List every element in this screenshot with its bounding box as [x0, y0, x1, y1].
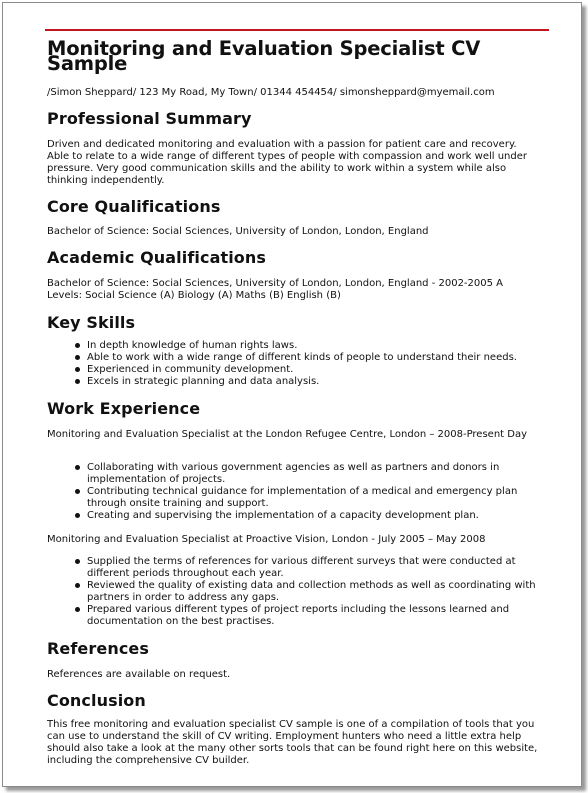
title-rule	[45, 29, 549, 31]
list-item: Reviewed the quality of existing data and collection methods as well as coordinating with partners in order to address any gaps.	[47, 580, 547, 604]
job-2-duties	[47, 556, 547, 628]
list-item: Prepared various different types of project reports including the lessons learned and documentation on the best practises.	[47, 604, 547, 628]
heading-academic-qualifications: Academic Qualifications	[47, 248, 267, 267]
list-item: Excels in strategic planning and data analysis.	[47, 376, 547, 388]
references-text: References are available on request.	[47, 669, 231, 680]
job-title-2: Monitoring and Evaluation Specialist at Proactive Vision, London - July 2005 – May 2008	[47, 534, 486, 545]
heading-core-qualifications: Core Qualifications	[47, 197, 221, 216]
job-1-duties	[47, 462, 547, 522]
key-skills-list	[47, 340, 547, 388]
contact-line: /Simon Sheppard/ 123 My Road, My Town/ 01344 454454/ simonsheppard@myemail.com	[47, 87, 495, 98]
list-item: Supplied the terms of references for various different surveys that were conducted at different periods throughout each year.	[47, 556, 547, 580]
list-item: Experienced in community development.	[47, 364, 547, 376]
conclusion-text: This free monitoring and evaluation specialist CV sample is one of a compilation of tools that you can use to understand the skill of CV writing. Employment hunters who need a little extra help should also take a look at the many other sorts tools that can be found right here on this website, including the comprehensive CV builder.	[47, 719, 538, 766]
job-title-1: Monitoring and Evaluation Specialist at the London Refugee Centre, London – 2008-Present Day	[47, 429, 528, 440]
list-item: Contributing technical guidance for implementation of a medical and emergency plan through onsite training and support.	[47, 486, 547, 510]
core-qualifications-text: Bachelor of Science: Social Sciences, University of London, London, England	[47, 226, 429, 237]
academic-qualifications-text: Bachelor of Science: Social Sciences, University of London, London, England - 2002-2005 A Levels: Social Science (A) Biology (A) Maths (B) English (B)	[47, 278, 504, 301]
list-item: In depth knowledge of human rights laws.	[47, 340, 547, 352]
heading-conclusion: Conclusion	[47, 691, 146, 710]
list-item: Collaborating with various government agencies as well as partners and donors in implementation of projects.	[47, 462, 547, 486]
heading-key-skills: Key Skills	[47, 313, 136, 332]
list-item: Creating and supervising the implementation of a capacity development plan.	[47, 510, 547, 522]
heading-professional-summary: Professional Summary	[47, 109, 252, 128]
cv-title: Monitoring and Evaluation Specialist CV Sample	[47, 37, 481, 75]
heading-references: References	[47, 639, 149, 658]
cv-page	[2, 2, 582, 787]
list-item: Able to work with a wide range of different kinds of people to understand their needs.	[47, 352, 547, 364]
professional-summary-text: Driven and dedicated monitoring and evaluation with a passion for patient care and recovery. Able to relate to a wide range of different types of people with compassion and work well under pressure. Very good communication skills and the ability to work within a system while also thinking independently.	[47, 139, 528, 186]
heading-work-experience: Work Experience	[47, 399, 201, 418]
